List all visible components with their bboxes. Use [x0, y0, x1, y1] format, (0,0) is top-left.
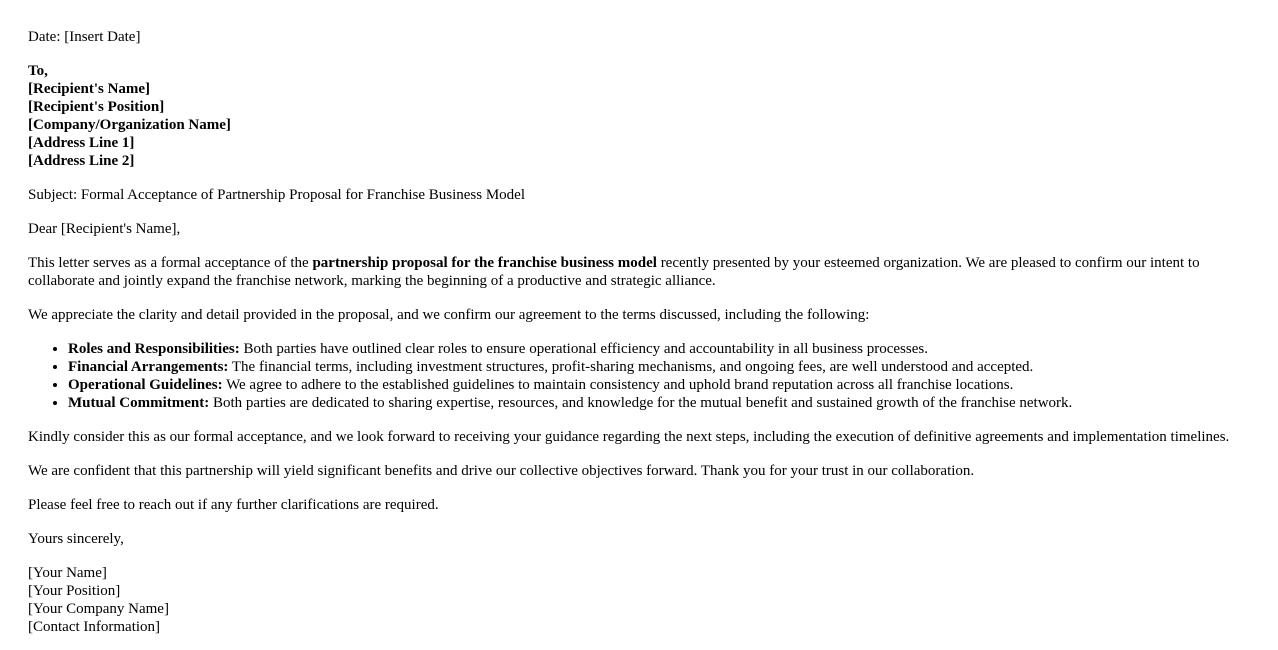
signature-name: [Your Name]	[28, 565, 107, 581]
signature-block	[28, 564, 1250, 636]
recipient-block	[28, 62, 1250, 170]
intro-text-after: recently presented by your esteemed organization. We are pleased to confirm our intent to collaborate and jointly expand the franchise network, marking the beginning of a productive and strategic alliance.	[28, 255, 1200, 289]
intro-highlight: partnership proposal for the franchise business model	[312, 255, 657, 271]
terms-list-item	[68, 394, 1250, 412]
signature-contact: [Contact Information]	[28, 619, 161, 635]
term-text: Both parties have outlined clear roles to ensure operational efficiency and accountability in all business processes.	[239, 341, 928, 357]
recipient-company: [Company/Organization Name]	[28, 117, 231, 133]
terms-list-item	[68, 376, 1250, 394]
recipient-position: [Recipient's Position]	[28, 99, 165, 115]
term-title: Financial Arrangements:	[68, 359, 229, 375]
terms-list-item	[68, 340, 1250, 358]
intro-paragraph	[28, 254, 1250, 290]
signature-position: [Your Position]	[28, 583, 121, 599]
term-title: Mutual Commitment:	[68, 395, 210, 411]
term-text: We agree to adhere to the established guidelines to maintain consistency and uphold brand reputation across all franchise locations.	[222, 377, 1014, 393]
letter-date: Date: [Insert Date]	[28, 29, 141, 45]
term-title: Operational Guidelines:	[68, 377, 223, 393]
signature-company: [Your Company Name]	[28, 601, 169, 617]
term-text: The financial terms, including investment structures, profit-sharing mechanisms, and ongoing fees, are well understood and accepted.	[228, 359, 1034, 375]
reach-out-paragraph: Please feel free to reach out if any further clarifications are required.	[28, 497, 439, 513]
recipient-to: To,	[28, 63, 48, 79]
next-steps-paragraph: Kindly consider this as our formal acceptance, and we look forward to receiving your guidance regarding the next steps, including the execution of definitive agreements and implementation timelines.	[28, 429, 1230, 445]
recipient-address-line-1: [Address Line 1]	[28, 135, 135, 151]
term-title: Roles and Responsibilities:	[68, 341, 240, 357]
recipient-address-line-2: [Address Line 2]	[28, 153, 135, 169]
letter-closing: Yours sincerely,	[28, 531, 124, 547]
terms-list-item	[68, 358, 1250, 376]
letter-greeting: Dear [Recipient's Name],	[28, 221, 181, 237]
appreciation-paragraph: We appreciate the clarity and detail provided in the proposal, and we confirm our agreement to the terms discussed, including the following:	[28, 307, 870, 323]
letter-subject: Subject: Formal Acceptance of Partnership Proposal for Franchise Business Model	[28, 187, 525, 203]
intro-text-before: This letter serves as a formal acceptance of the	[28, 255, 313, 271]
term-text: Both parties are dedicated to sharing expertise, resources, and knowledge for the mutual benefit and sustained growth of the franchise network.	[209, 395, 1073, 411]
terms-list	[28, 340, 1250, 412]
confidence-paragraph: We are confident that this partnership will yield significant benefits and drive our collective objectives forward. Thank you for your trust in our collaboration.	[28, 463, 975, 479]
recipient-name: [Recipient's Name]	[28, 81, 151, 97]
